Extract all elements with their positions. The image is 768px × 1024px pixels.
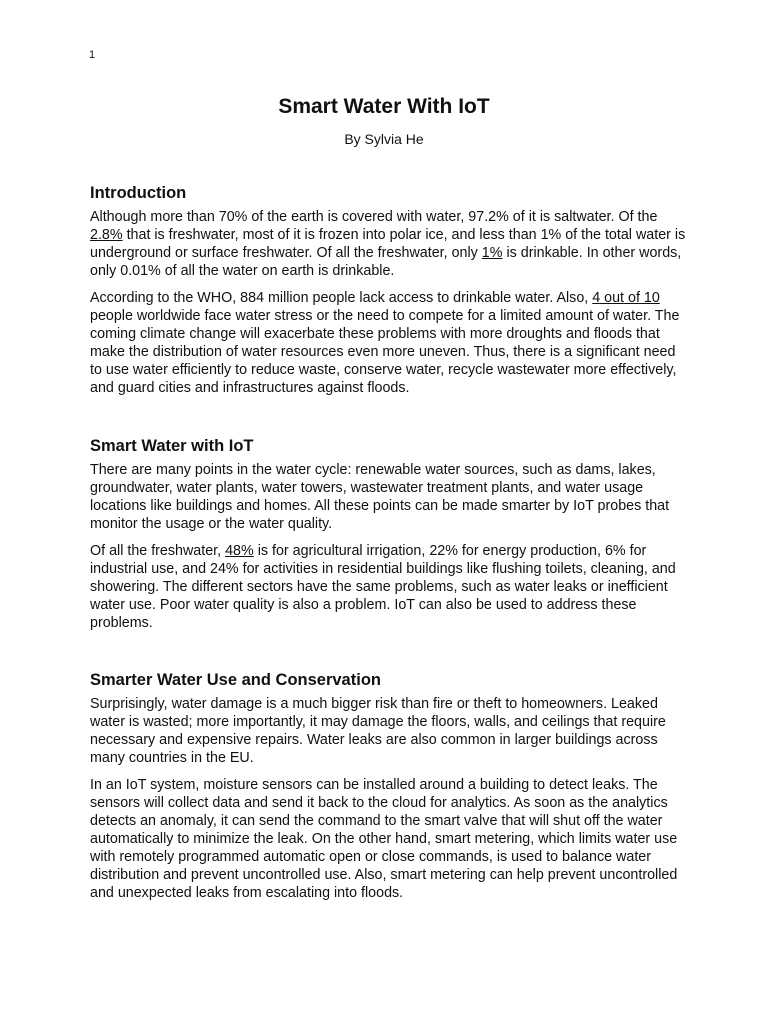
underlined-text: 4 out of 10 bbox=[592, 290, 660, 306]
text-run: Surprisingly, water damage is a much bigger risk than fire or theft to homeowners. Leaked water is wasted; more importantly, it may damage the floors, walls, and ceilings that require necessary and expensive repairs. Water leaks are also common in larger buildings across many countries in the EU. bbox=[90, 696, 666, 766]
paragraph bbox=[90, 776, 690, 902]
text-run: There are many points in the water cycle: renewable water sources, such as dams, lakes, groundwater, water plants, water towers, wastewater treatment plants, and water usage locations like buildings and homes. All these points can be made smarter by IoT probes that monitor the usage or the water quality. bbox=[90, 462, 670, 532]
underlined-text: 2.8% bbox=[90, 227, 123, 243]
paragraph bbox=[90, 695, 690, 767]
section-smart-water-with-iot bbox=[90, 435, 690, 632]
section-heading: Smart Water with IoT bbox=[90, 437, 254, 455]
text-run: Of all the freshwater, bbox=[90, 543, 226, 559]
document-title: Smart Water With IoT bbox=[278, 95, 490, 118]
page-number: 1 bbox=[89, 49, 96, 61]
text-run: that is freshwater, most of it is frozen into polar ice, and less than 1% of the total water is underground or surface freshwater. Of all the freshwater, only bbox=[90, 227, 686, 261]
paragraph bbox=[90, 461, 690, 533]
text-run: people worldwide face water stress or the need to compete for a limited amount of water. The coming climate change will exacerbate these problems with more droughts and floods that make the distribution of water resources even more uneven. Thus, there is a significant need to use water efficiently to reduce waste, conserve water, recycle wastewater more effectively, and guard cities and infrastructures against floods. bbox=[90, 308, 680, 396]
paragraph bbox=[90, 289, 690, 397]
paragraph bbox=[90, 542, 690, 632]
text-run: is for agricultural irrigation, 22% for energy production, 6% for industrial use, and 24% for activities in residential buildings like flushing toilets, cleaning, and showering. The different sectors have the same problems, such as water leaks or inefficient water use. Poor water quality is also a problem. IoT can also be used to address these problems. bbox=[90, 543, 676, 631]
text-run: Although more than 70% of the earth is covered with water, 97.2% of it is saltwater. Of the bbox=[90, 209, 658, 225]
section-heading: Smarter Water Use and Conservation bbox=[90, 671, 381, 689]
underlined-text: 48% bbox=[225, 543, 254, 559]
section-heading: Introduction bbox=[90, 184, 187, 202]
text-run: According to the WHO, 884 million people lack access to drinkable water. Also, bbox=[90, 290, 593, 306]
text-run: In an IoT system, moisture sensors can be installed around a building to detect leaks. The sensors will collect data and send it back to the cloud for analytics. As soon as the analytics detects an anomaly, it can send the command to the smart valve that will shut off the water automatically to minimize the leak. On the other hand, smart metering, which limits water use with remotely programmed automatic open or close commands, is used to balance water distribution and prevent uncontrolled use. Also, smart metering can help prevent uncontrolled and unexpected leaks from escalating into floods. bbox=[90, 777, 678, 901]
document-body bbox=[90, 182, 690, 911]
text-run: is drinkable. In other words, only 0.01% of all the water on earth is drinkable. bbox=[90, 245, 682, 279]
section-smarter-water-use bbox=[90, 669, 690, 902]
paragraph bbox=[90, 208, 690, 280]
author-byline: By Sylvia He bbox=[344, 131, 424, 147]
underlined-text: 1% bbox=[481, 245, 503, 261]
section-introduction bbox=[90, 182, 690, 397]
